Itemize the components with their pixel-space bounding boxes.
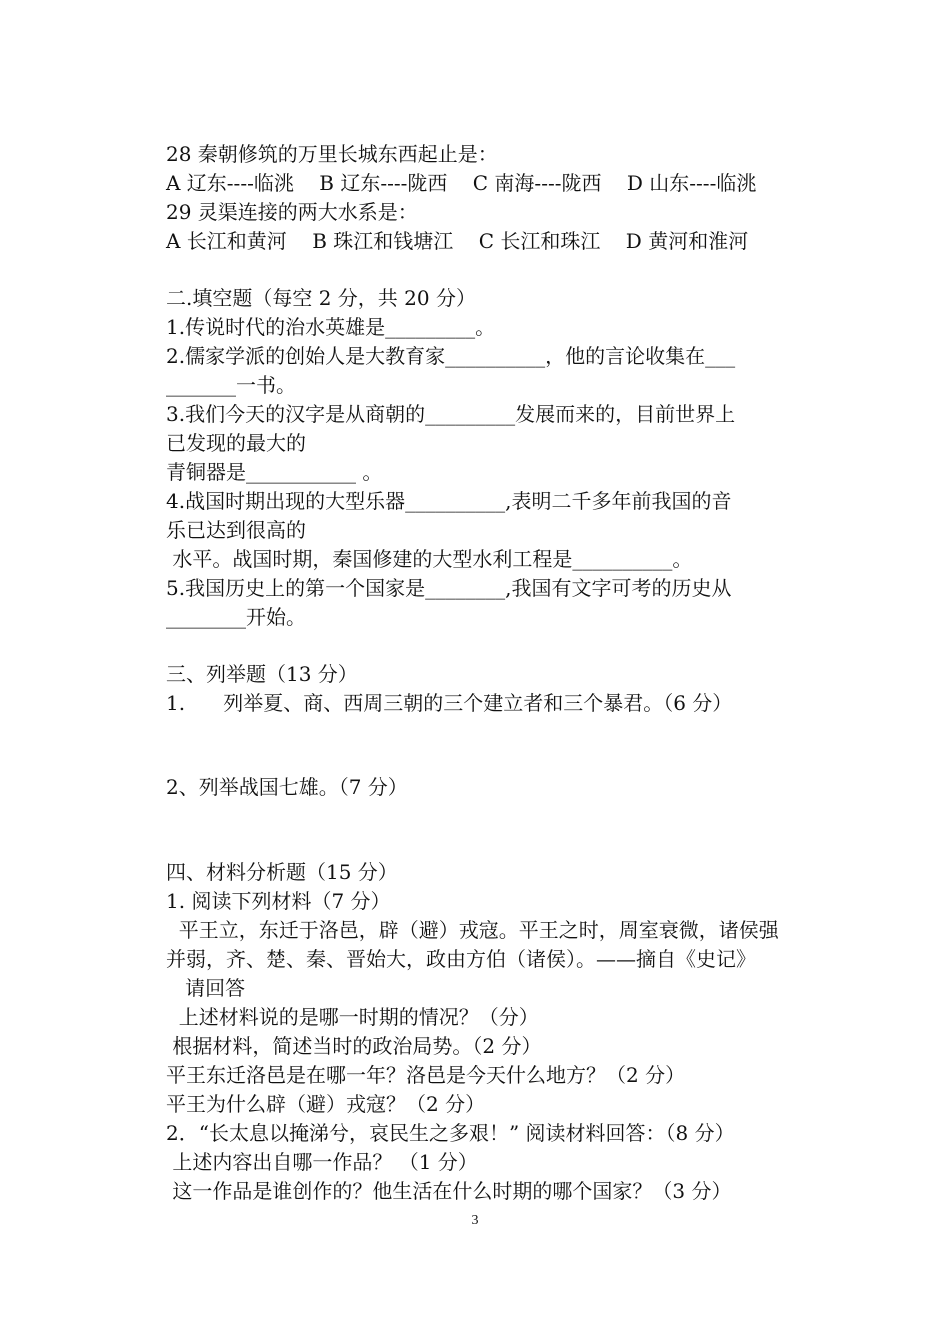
analysis-1-q2: 根据材料，简述当时的政治局势。（2 分） xyxy=(166,1034,542,1058)
list-question-1: 1. 列举夏、商、西周三朝的三个建立者和三个暴君。（6 分） xyxy=(166,691,733,715)
section-fill-in-title: 二.填空题（每空 2 分，共 20 分） xyxy=(166,286,476,310)
section-list-title: 三、列举题（13 分） xyxy=(166,662,358,686)
analysis-1-q1: 上述材料说的是哪一时期的情况？（分） xyxy=(166,1005,539,1029)
fill-in-3-cont-2: 青铜器是___________ 。 xyxy=(166,460,383,484)
analysis-1-title: 1. 阅读下列材料（7 分） xyxy=(166,889,391,913)
question-29-options: A 长江和黄河 B 珠江和钱塘江 C 长江和珠江 D 黄河和淮河 xyxy=(166,229,749,253)
analysis-1-q4: 平王为什么辟（避）戎寇？（2 分） xyxy=(166,1092,486,1116)
question-29: 29 灵渠连接的两大水系是： xyxy=(166,200,418,224)
fill-in-4-cont-2: 水平。战国时期，秦国修建的大型水利工程是__________。 xyxy=(166,547,693,571)
page-number: 3 xyxy=(471,1213,479,1228)
fill-in-3-cont: 已发现的最大的 xyxy=(166,431,306,455)
analysis-2-q1: 上述内容出自哪一作品？ （1 分） xyxy=(166,1150,478,1174)
analysis-1-prompt: 请回答 xyxy=(166,976,246,1000)
fill-in-4-cont: 乐已达到很高的 xyxy=(166,518,306,542)
analysis-2-title: 2．“长太息以掩涕兮，哀民生之多艰！” 阅读材料回答：（8 分） xyxy=(166,1121,735,1145)
fill-in-3: 3.我们今天的汉字是从商朝的_________发展而来的，目前世界上 xyxy=(166,402,736,426)
section-analysis-title: 四、材料分析题（15 分） xyxy=(166,860,398,884)
fill-in-2: 2.儒家学派的创始人是大教育家__________，他的言论收集在___ xyxy=(166,344,736,368)
question-28-options: A 辽东----临洮 B 辽东----陇西 C 南海----陇西 D 山东----临洮 xyxy=(166,171,757,195)
fill-in-4: 4.战国时期出现的大型乐器__________,表明二千多年前我国的音 xyxy=(166,489,732,513)
analysis-1-q3: 平王东迁洛邑是在哪一年？洛邑是今天什么地方？（2 分） xyxy=(166,1063,686,1087)
analysis-1-material: 平王立，东迁于洛邑，辟（避）戎寇。平王之时，周室衰微，诸侯强 xyxy=(166,918,779,942)
fill-in-1: 1.传说时代的治水英雄是_________。 xyxy=(166,315,496,339)
analysis-2-q2: 这一作品是谁创作的？他生活在什么时期的哪个国家？（3 分） xyxy=(166,1179,732,1203)
question-28: 28 秦朝修筑的万里长城东西起止是： xyxy=(166,142,498,166)
fill-in-5: 5.我国历史上的第一个国家是________,我国有文字可考的历史从 xyxy=(166,576,732,600)
fill-in-5-cont: ________开始。 xyxy=(166,605,306,629)
list-question-2: 2、列举战国七雄。（7 分） xyxy=(166,775,408,799)
analysis-1-material-cont: 并弱，齐、楚、秦、晋始大，政由方伯（诸侯）。——摘自《史记》 xyxy=(166,947,756,971)
fill-in-2-cont: _______一书。 xyxy=(166,373,296,397)
